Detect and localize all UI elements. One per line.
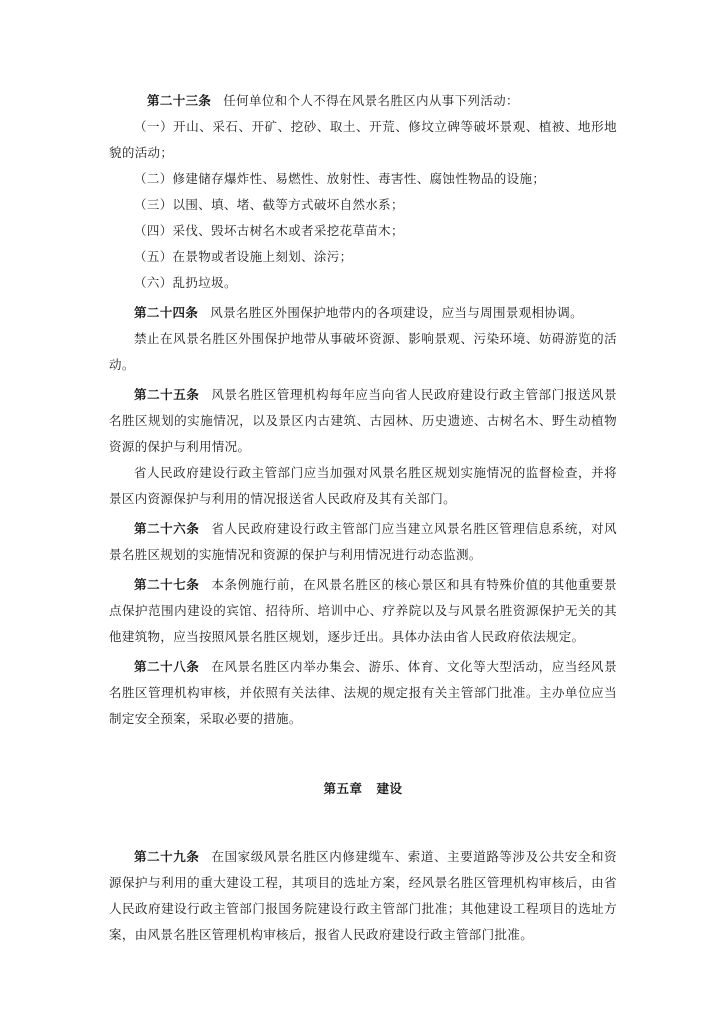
article-paragraph — [109, 572, 617, 650]
article-number: 第二十九条 — [134, 849, 200, 864]
article-number: 第二十三条 — [147, 93, 212, 108]
chapter-number: 第五章 — [323, 781, 363, 796]
section-articles-23-28 — [109, 88, 617, 732]
paragraph-text: 省人民政府建设行政主管部门应当建立风景名胜区管理信息系统，对风景名胜区规划的实施情况和资源的保护与利用情况进行动态监测。 — [109, 521, 617, 562]
clause-paragraph — [109, 270, 617, 296]
section-article-29 — [109, 844, 617, 948]
article-paragraph — [109, 654, 617, 732]
paragraph-text: 本条例施行前，在风景名胜区的核心景区和具有特殊价值的其他重要景点保护范围内建设的宾馆、招待所、培训中心、疗养院以及与风景名胜资源保护无关的其他建筑物，应当按照风景名胜区规划，逐步迁出。具体办法由省人民政府依法规定。 — [109, 577, 617, 644]
chapter-heading — [109, 776, 617, 802]
paragraph-text: （四）采伐、毁坏古树名木或者采挖花草苗木； — [134, 223, 404, 238]
paragraph-text: 风景名胜区管理机构每年应当向省人民政府建设行政主管部门报送风景名胜区规划的实施情况，以及景区内古建筑、古园林、历史遗迹、古树名木、野生动植物资源的保护与利用情况。 — [109, 387, 617, 454]
paragraph-text: （五）在景物或者设施上刻划、涂污； — [134, 249, 353, 264]
clause-paragraph — [109, 114, 617, 166]
clause-paragraph — [109, 166, 617, 192]
clause-paragraph — [109, 218, 617, 244]
article-number: 第二十六条 — [134, 521, 200, 536]
paragraph-text: 在风景名胜区内举办集会、游乐、体育、文化等大型活动，应当经风景名胜区管理机构审核，并依照有关法律、法规的规定报有关主管部门批准。主办单位应当制定安全预案，采取必要的措施。 — [109, 659, 617, 726]
paragraph-text: 任何单位和个人不得在风景名胜区内从事下列活动： — [223, 93, 519, 108]
clause-paragraph — [109, 244, 617, 270]
article-paragraph — [109, 844, 617, 948]
article-paragraph — [109, 516, 617, 568]
paragraph-text: （六）乱扔垃圾。 — [134, 275, 237, 290]
clause-paragraph — [109, 192, 617, 218]
paragraph-text: 省人民政府建设行政主管部门应当加强对风景名胜区规划实施情况的监督检查，并将景区内资源保护与利用的情况报送省人民政府及其有关部门。 — [109, 465, 617, 506]
document-page — [109, 88, 617, 948]
article-number: 第二十七条 — [134, 577, 200, 592]
article-number: 第二十四条 — [134, 305, 199, 320]
article-paragraph — [109, 88, 617, 114]
article-number: 第二十五条 — [134, 387, 200, 402]
clause-paragraph — [109, 460, 617, 512]
article-number: 第二十八条 — [134, 659, 200, 674]
paragraph-text: 禁止在风景名胜区外围保护地带从事破坏资源、影响景观、污染环境、妨碍游览的活动。 — [109, 331, 617, 372]
article-paragraph — [109, 300, 617, 326]
paragraph-text: （三）以围、填、堵、截等方式破坏自然水系； — [134, 197, 404, 212]
paragraph-text: （一）开山、采石、开矿、挖砂、取土、开荒、修坟立碑等破坏景观、植被、地形地貌的活动； — [109, 119, 617, 160]
chapter-title: 建设 — [376, 781, 403, 796]
paragraph-text: 风景名胜区外围保护地带内的各项建设，应当与周围景观相协调。 — [210, 305, 583, 320]
paragraph-text: 在国家级风景名胜区内修建缆车、索道、主要道路等涉及公共安全和资源保护与利用的重大建设工程，其项目的选址方案，经风景名胜区管理机构审核后，由省人民政府建设行政主管部门报国务院建设行政主管部门批准；其他建设工程项目的选址方案，由风景名胜区管理机构审核后，报省人民政府建设行政主管部门批准。 — [109, 849, 617, 942]
clause-paragraph — [109, 326, 617, 378]
article-paragraph — [109, 382, 617, 460]
paragraph-text: （二）修建储存爆炸性、易燃性、放射性、毒害性、腐蚀性物品的设施； — [134, 171, 546, 186]
